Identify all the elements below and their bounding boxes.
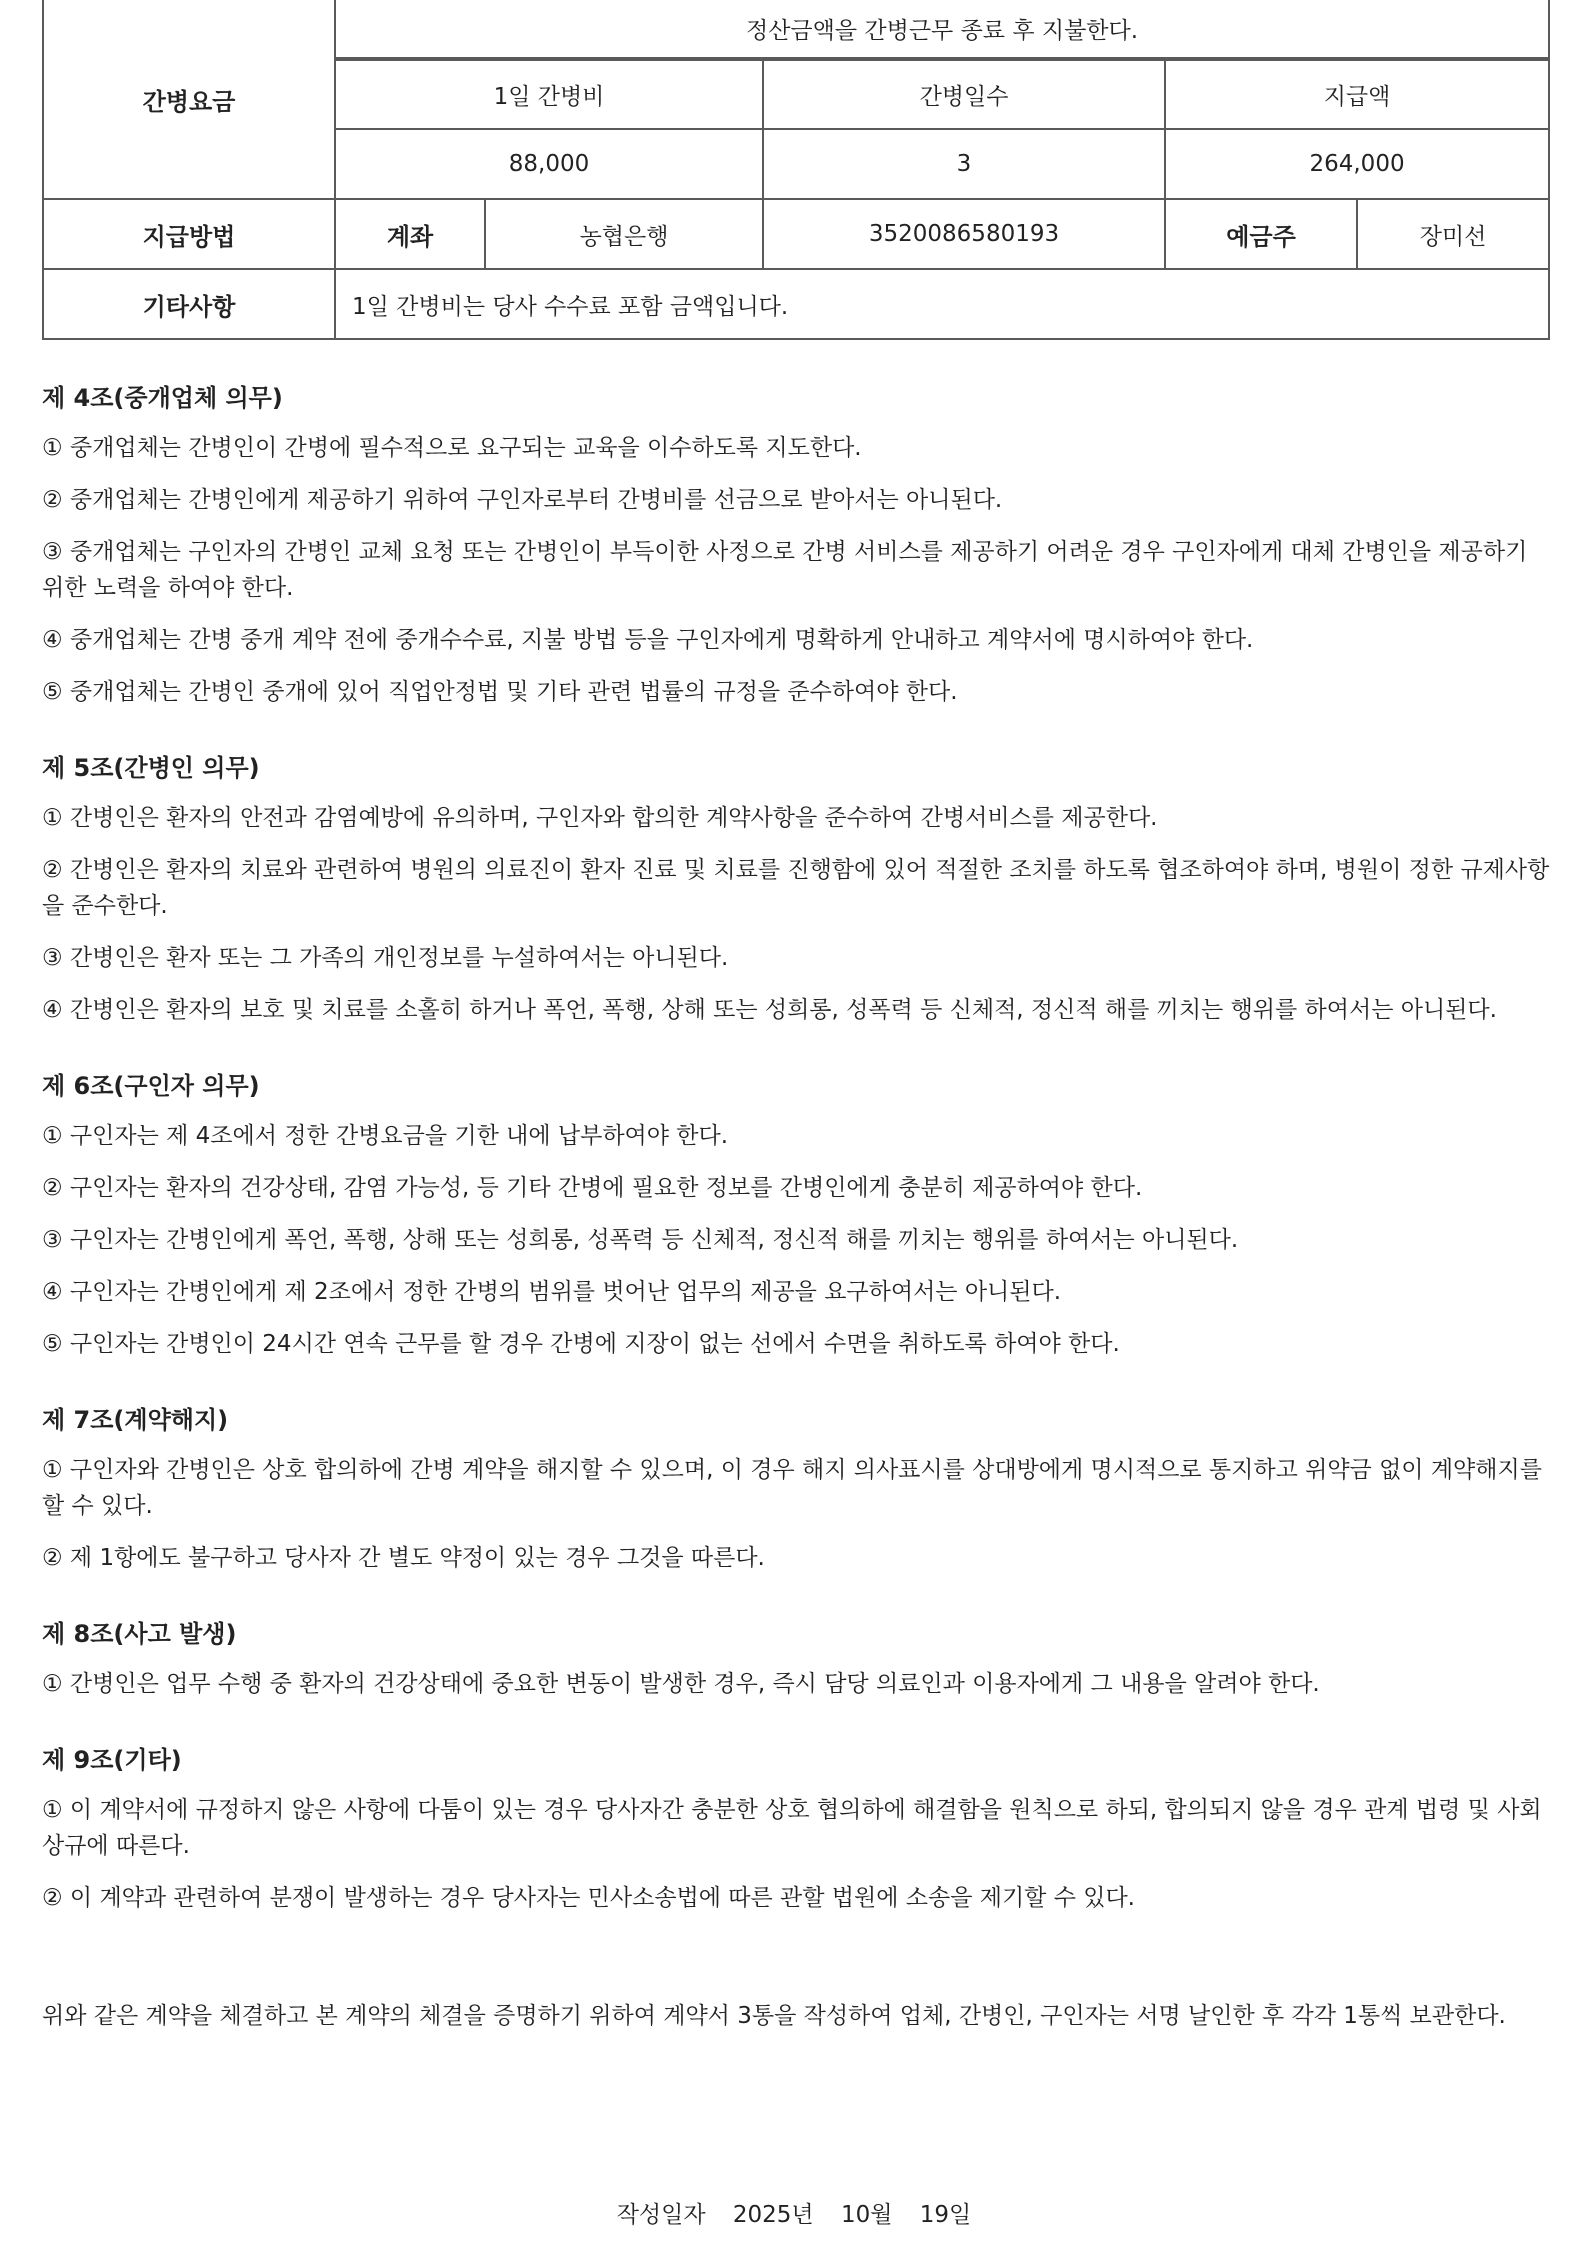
article-5 bbox=[42, 750, 1552, 1028]
article-title: 제 4조(중개업체 의무) bbox=[42, 384, 283, 412]
fee-table bbox=[42, 0, 1550, 340]
clause: ③ 간병인은 환자 또는 그 가족의 개인정보를 누설하여서는 아니된다. bbox=[42, 945, 729, 971]
date-month: 10월 bbox=[840, 2202, 893, 2228]
article-title: 제 8조(사고 발생) bbox=[42, 1620, 237, 1648]
clause: ① 구인자와 간병인은 상호 합의하에 간병 계약을 해지할 수 있으며, 이 경우 해지 의사표시를 상대방에게 명시적으로 통지하고 위약금 없이 계약해지를 할 수 있다. bbox=[42, 1457, 1542, 1519]
other-notes-value: 1일 간병비는 당사 수수료 포함 금액입니다. bbox=[335, 269, 1549, 339]
clause: ② 이 계약과 관련하여 분쟁이 발생하는 경우 당사자는 민사소송법에 따른 관할 법원에 소송을 제기할 수 있다. bbox=[42, 1885, 1135, 1911]
article-title: 제 7조(계약해지) bbox=[42, 1406, 229, 1434]
clause: ① 중개업체는 간병인이 간병에 필수적으로 요구되는 교육을 이수하도록 지도한다. bbox=[42, 435, 862, 461]
article-9 bbox=[42, 1742, 1552, 1916]
clause: ② 중개업체는 간병인에게 제공하기 위하여 구인자로부터 간병비를 선금으로 받아서는 아니된다. bbox=[42, 487, 1003, 513]
written-date bbox=[0, 2196, 1588, 2229]
date-year: 2025년 bbox=[732, 2202, 814, 2228]
clause: ① 간병인은 업무 수행 중 환자의 건강상태에 중요한 변동이 발생한 경우, 즉시 담당 의료인과 이용자에게 그 내용을 알려야 한다. bbox=[42, 1671, 1320, 1697]
contract-articles bbox=[42, 380, 1552, 2034]
account-holder: 장미선 bbox=[1357, 199, 1549, 269]
clause: ⑤ 구인자는 간병인이 24시간 연속 근무를 할 경우 간병에 지장이 없는 선에서 수면을 취하도록 하여야 한다. bbox=[42, 1331, 1120, 1357]
clause: ① 이 계약서에 규정하지 않은 사항에 다툼이 있는 경우 당사자간 충분한 상호 협의하에 해결함을 원칙으로 하되, 합의되지 않을 경우 관계 법령 및 사회상규에 따른다. bbox=[42, 1797, 1542, 1859]
clause: ① 간병인은 환자의 안전과 감염예방에 유의하며, 구인자와 합의한 계약사항을 준수하여 간병서비스를 제공한다. bbox=[42, 805, 1158, 831]
date-label: 작성일자 bbox=[616, 2202, 706, 2228]
fee-label: 간병요금 bbox=[43, 0, 335, 199]
clause: ② 제 1항에도 불구하고 당사자 간 별도 약정이 있는 경우 그것을 따른다. bbox=[42, 1545, 765, 1571]
settlement-notice: 정산금액을 간병근무 종료 후 지불한다. bbox=[335, 0, 1549, 59]
clause: ④ 간병인은 환자의 보호 및 치료를 소홀히 하거나 폭언, 폭행, 상해 또는 성희롱, 성폭력 등 신체적, 정신적 해를 끼치는 행위를 하여서는 아니된다. bbox=[42, 997, 1497, 1023]
clause: ⑤ 중개업체는 간병인 중개에 있어 직업안정법 및 기타 관련 법률의 규정을 준수하여야 한다. bbox=[42, 679, 958, 705]
payment-method-label: 지급방법 bbox=[43, 199, 335, 269]
payment-amount-value: 264,000 bbox=[1165, 129, 1549, 199]
article-7 bbox=[42, 1402, 1552, 1576]
closing-statement: 위와 같은 계약을 체결하고 본 계약의 체결을 증명하기 위하여 계약서 3통을 작성하여 업체, 간병인, 구인자는 서명 날인한 후 각각 1통씩 보관한다. bbox=[42, 2003, 1506, 2029]
clause: ③ 구인자는 간병인에게 폭언, 폭행, 상해 또는 성희롱, 성폭력 등 신체적, 정신적 해를 끼치는 행위를 하여서는 아니된다. bbox=[42, 1227, 1239, 1253]
bank-name: 농협은행 bbox=[485, 199, 763, 269]
clause: ② 구인자는 환자의 건강상태, 감염 가능성, 등 기타 간병에 필요한 정보를 간병인에게 충분히 제공하여야 한다. bbox=[42, 1175, 1143, 1201]
care-days-header: 간병일수 bbox=[763, 59, 1165, 129]
clause: ④ 구인자는 간병인에게 제 2조에서 정한 간병의 범위를 벗어난 업무의 제공을 요구하여서는 아니된다. bbox=[42, 1279, 1062, 1305]
article-title: 제 5조(간병인 의무) bbox=[42, 754, 260, 782]
clause: ② 간병인은 환자의 치료와 관련하여 병원의 의료진이 환자 진료 및 치료를 진행함에 있어 적절한 조치를 하도록 협조하여야 하며, 병원이 정한 규제사항을 준수한다. bbox=[42, 857, 1550, 919]
account-number: 3520086580193 bbox=[763, 199, 1165, 269]
care-days-value: 3 bbox=[763, 129, 1165, 199]
article-8 bbox=[42, 1616, 1552, 1702]
account-label: 계좌 bbox=[335, 199, 485, 269]
payment-amount-header: 지급액 bbox=[1165, 59, 1549, 129]
article-4 bbox=[42, 380, 1552, 710]
daily-fee-value: 88,000 bbox=[335, 129, 763, 199]
daily-fee-header: 1일 간병비 bbox=[335, 59, 763, 129]
article-title: 제 9조(기타) bbox=[42, 1746, 182, 1774]
clause: ③ 중개업체는 구인자의 간병인 교체 요청 또는 간병인이 부득이한 사정으로 간병 서비스를 제공하기 어려운 경우 구인자에게 대체 간병인을 제공하기 위한 노력을 하여야 한다. bbox=[42, 539, 1528, 601]
other-notes-label: 기타사항 bbox=[43, 269, 335, 339]
date-day: 19일 bbox=[919, 2202, 972, 2228]
clause: ④ 중개업체는 간병 중개 계약 전에 중개수수료, 지불 방법 등을 구인자에게 명확하게 안내하고 계약서에 명시하여야 한다. bbox=[42, 627, 1254, 653]
article-6 bbox=[42, 1068, 1552, 1362]
clause: ① 구인자는 제 4조에서 정한 간병요금을 기한 내에 납부하여야 한다. bbox=[42, 1123, 729, 1149]
account-holder-label: 예금주 bbox=[1165, 199, 1357, 269]
article-title: 제 6조(구인자 의무) bbox=[42, 1072, 260, 1100]
